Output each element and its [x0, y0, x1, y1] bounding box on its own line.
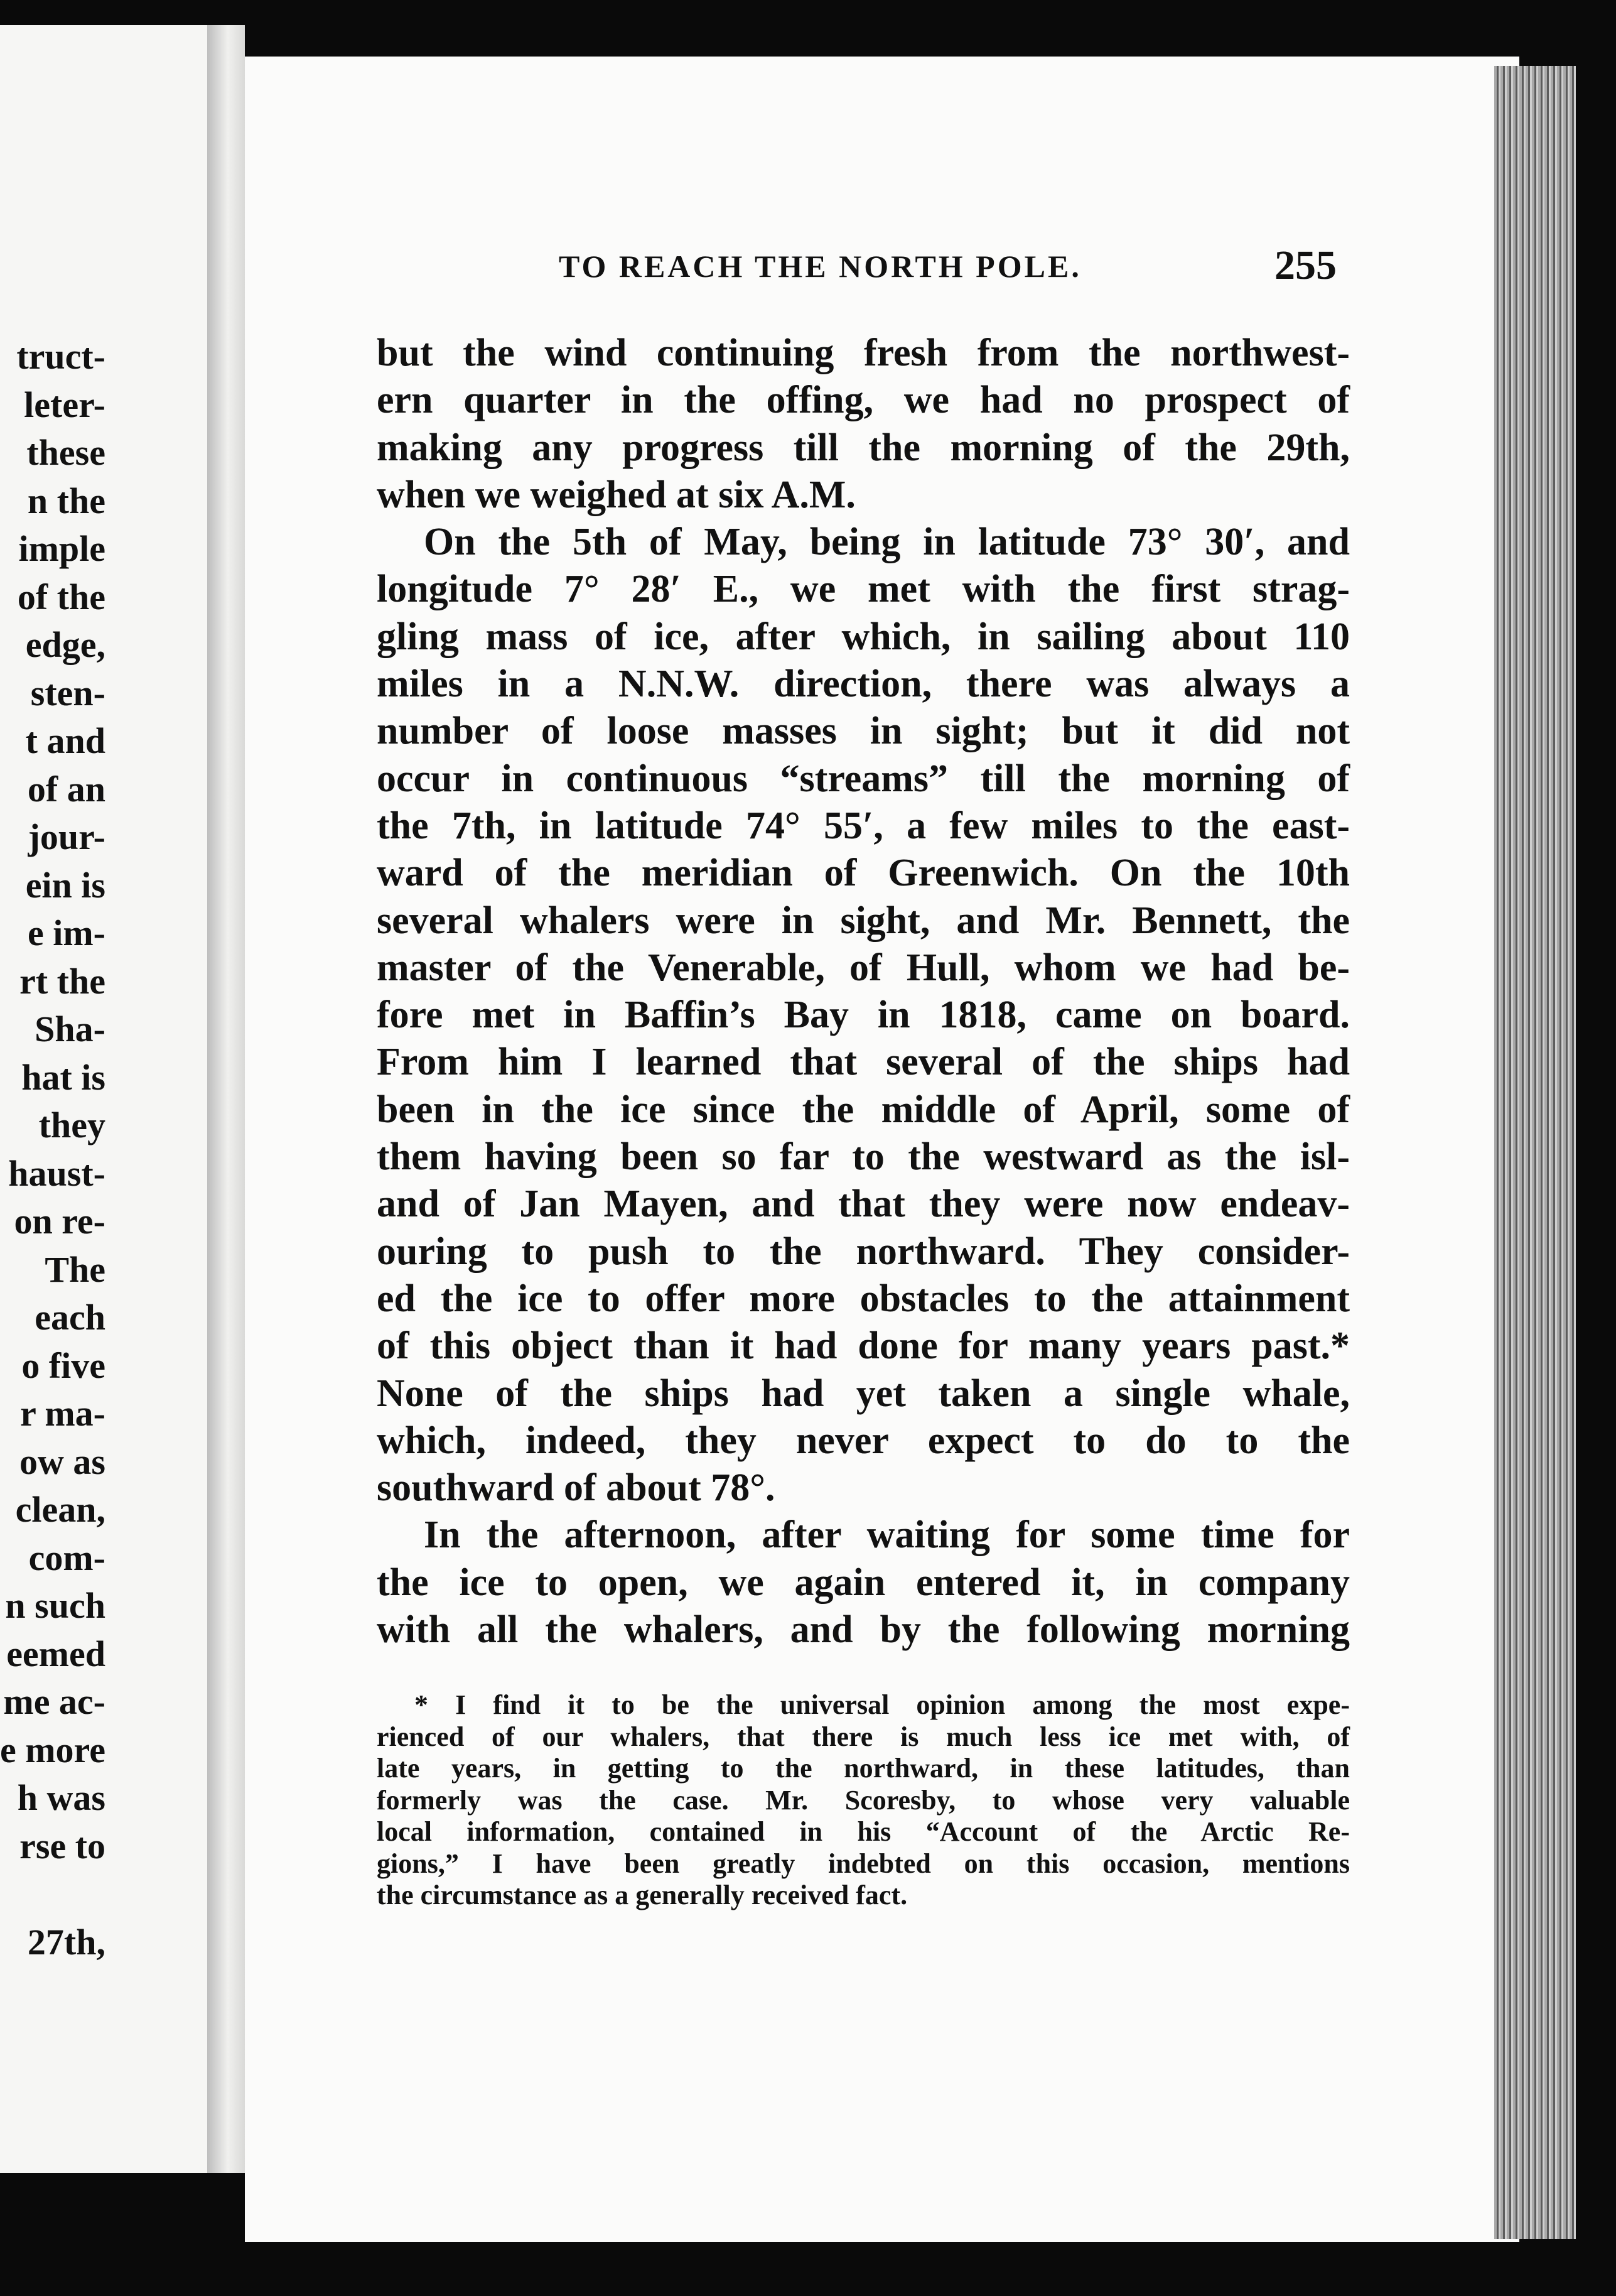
text-line: In the afternoon, after waiting for some time for	[424, 1514, 1350, 1557]
text-line: of this object than it had done for many years past.*	[377, 1324, 1350, 1368]
left-page-text	[0, 333, 105, 1966]
footnote-line: the circumstance as a generally received fact.	[377, 1880, 908, 1910]
left-fragment: The	[45, 1248, 105, 1290]
text-line: several whalers were in sight, and Mr. Bennett, the	[377, 899, 1350, 942]
left-fragment: jour-	[28, 816, 105, 857]
text-line: with all the whalers, and by the following morning	[377, 1608, 1350, 1652]
text-line: been in the ice since the middle of April, some of	[377, 1088, 1350, 1131]
left-fragment: t and	[25, 720, 105, 761]
footnote-line: late years, in getting to the northward, in these latitudes, than	[377, 1753, 1350, 1784]
body-text	[377, 330, 1350, 1654]
text-line: when we weighed at six A.M.	[377, 473, 856, 516]
page-edges	[1494, 66, 1576, 2239]
left-fragment: of an	[27, 768, 105, 810]
footnote-line: gions,” I have been greatly indebted on this occasion, mentions	[377, 1848, 1350, 1879]
left-fragment: eemed	[6, 1633, 105, 1674]
text-line: them having been so far to the westward as the isl-	[377, 1135, 1350, 1179]
text-line: ed the ice to offer more obstacles to the attainment	[377, 1277, 1350, 1320]
left-fragment: ein is	[25, 864, 105, 906]
text-line: ouring to push to the northward. They consider-	[377, 1230, 1350, 1273]
left-fragment: n such	[5, 1585, 105, 1626]
left-fragment: me ac-	[3, 1681, 105, 1722]
text-line: On the 5th of May, being in latitude 73° 30′, and	[424, 521, 1350, 564]
left-fragment: o five	[21, 1345, 105, 1386]
text-line: making any progress till the morning of the 29th,	[377, 426, 1350, 469]
left-fragment: each	[35, 1297, 105, 1338]
text-line: the ice to open, we again entered it, in company	[377, 1561, 1350, 1604]
left-fragment: of the	[17, 576, 105, 617]
left-fragment: hat is	[21, 1056, 105, 1098]
page-number: 255	[1274, 242, 1337, 288]
left-fragment: r ma-	[20, 1393, 105, 1434]
left-fragment: sten-	[30, 672, 105, 713]
left-fragment: 27th,	[27, 1921, 105, 1963]
left-fragment: Sha-	[35, 1009, 105, 1049]
text-line: and of Jan Mayen, and that they were now endeav-	[377, 1183, 1350, 1226]
footnote-line: local information, contained in his “Account of the Arctic Re-	[377, 1816, 1350, 1847]
left-fragment: truct-	[16, 336, 105, 377]
text-line: which, indeed, they never expect to do to the	[377, 1419, 1350, 1462]
left-fragment: rt the	[19, 960, 105, 1002]
text-line: ward of the meridian of Greenwich. On the 10th	[377, 852, 1350, 895]
text-line: fore met in Baffin’s Bay in 1818, came on board.	[377, 994, 1350, 1037]
footnote-line: * I find it to be the universal opinion among the most expe-	[414, 1689, 1350, 1720]
left-fragment: they	[38, 1105, 105, 1145]
left-fragment: clean,	[15, 1489, 105, 1530]
text-line: number of loose masses in sight; but it did not	[377, 710, 1350, 753]
text-line: but the wind continuing fresh from the northwest-	[377, 332, 1350, 374]
text-line: the 7th, in latitude 74° 55′, a few miles to the east-	[377, 804, 1350, 847]
left-fragment: n the	[27, 480, 105, 521]
left-fragment: e im-	[28, 912, 105, 953]
left-fragment: these	[26, 432, 105, 473]
text-line: From him I learned that several of the ships had	[377, 1041, 1350, 1084]
text-line: ern quarter in the offing, we had no prospect of	[377, 379, 1350, 422]
text-line: southward of about 78°.	[377, 1466, 775, 1510]
left-fragment: leter-	[24, 384, 105, 425]
book-gutter	[207, 25, 245, 2173]
left-fragment: imple	[18, 528, 105, 569]
left-fragment: ow as	[19, 1441, 105, 1482]
footnote-line: rienced of our whalers, that there is much less ice met with, of	[377, 1721, 1350, 1752]
left-fragment: rse to	[19, 1825, 105, 1866]
text-line: gling mass of ice, after which, in sailing about 110	[377, 615, 1350, 658]
text-line: occur in continuous “streams” till the morning of	[377, 757, 1350, 800]
left-fragment: e more	[0, 1729, 105, 1770]
left-page	[0, 25, 207, 2173]
left-fragment: on re-	[14, 1201, 105, 1242]
text-line: longitude 7° 28′ E., we met with the first strag-	[377, 568, 1350, 611]
footnote	[377, 1689, 1350, 1912]
left-fragment: h was	[17, 1777, 105, 1818]
left-fragment	[0, 1870, 105, 1919]
text-line: miles in a N.N.W. direction, there was always a	[377, 663, 1350, 706]
running-title: TO REACH THE NORTH POLE.	[559, 249, 1082, 284]
left-fragment: haust-	[8, 1152, 105, 1194]
text-line: None of the ships had yet taken a single whale,	[377, 1372, 1350, 1415]
text-line: master of the Venerable, of Hull, whom we had be-	[377, 946, 1350, 989]
left-fragment: com-	[28, 1537, 105, 1578]
footnote-line: formerly was the case. Mr. Scoresby, to whose very valuable	[377, 1784, 1350, 1816]
left-fragment: edge,	[25, 624, 105, 665]
